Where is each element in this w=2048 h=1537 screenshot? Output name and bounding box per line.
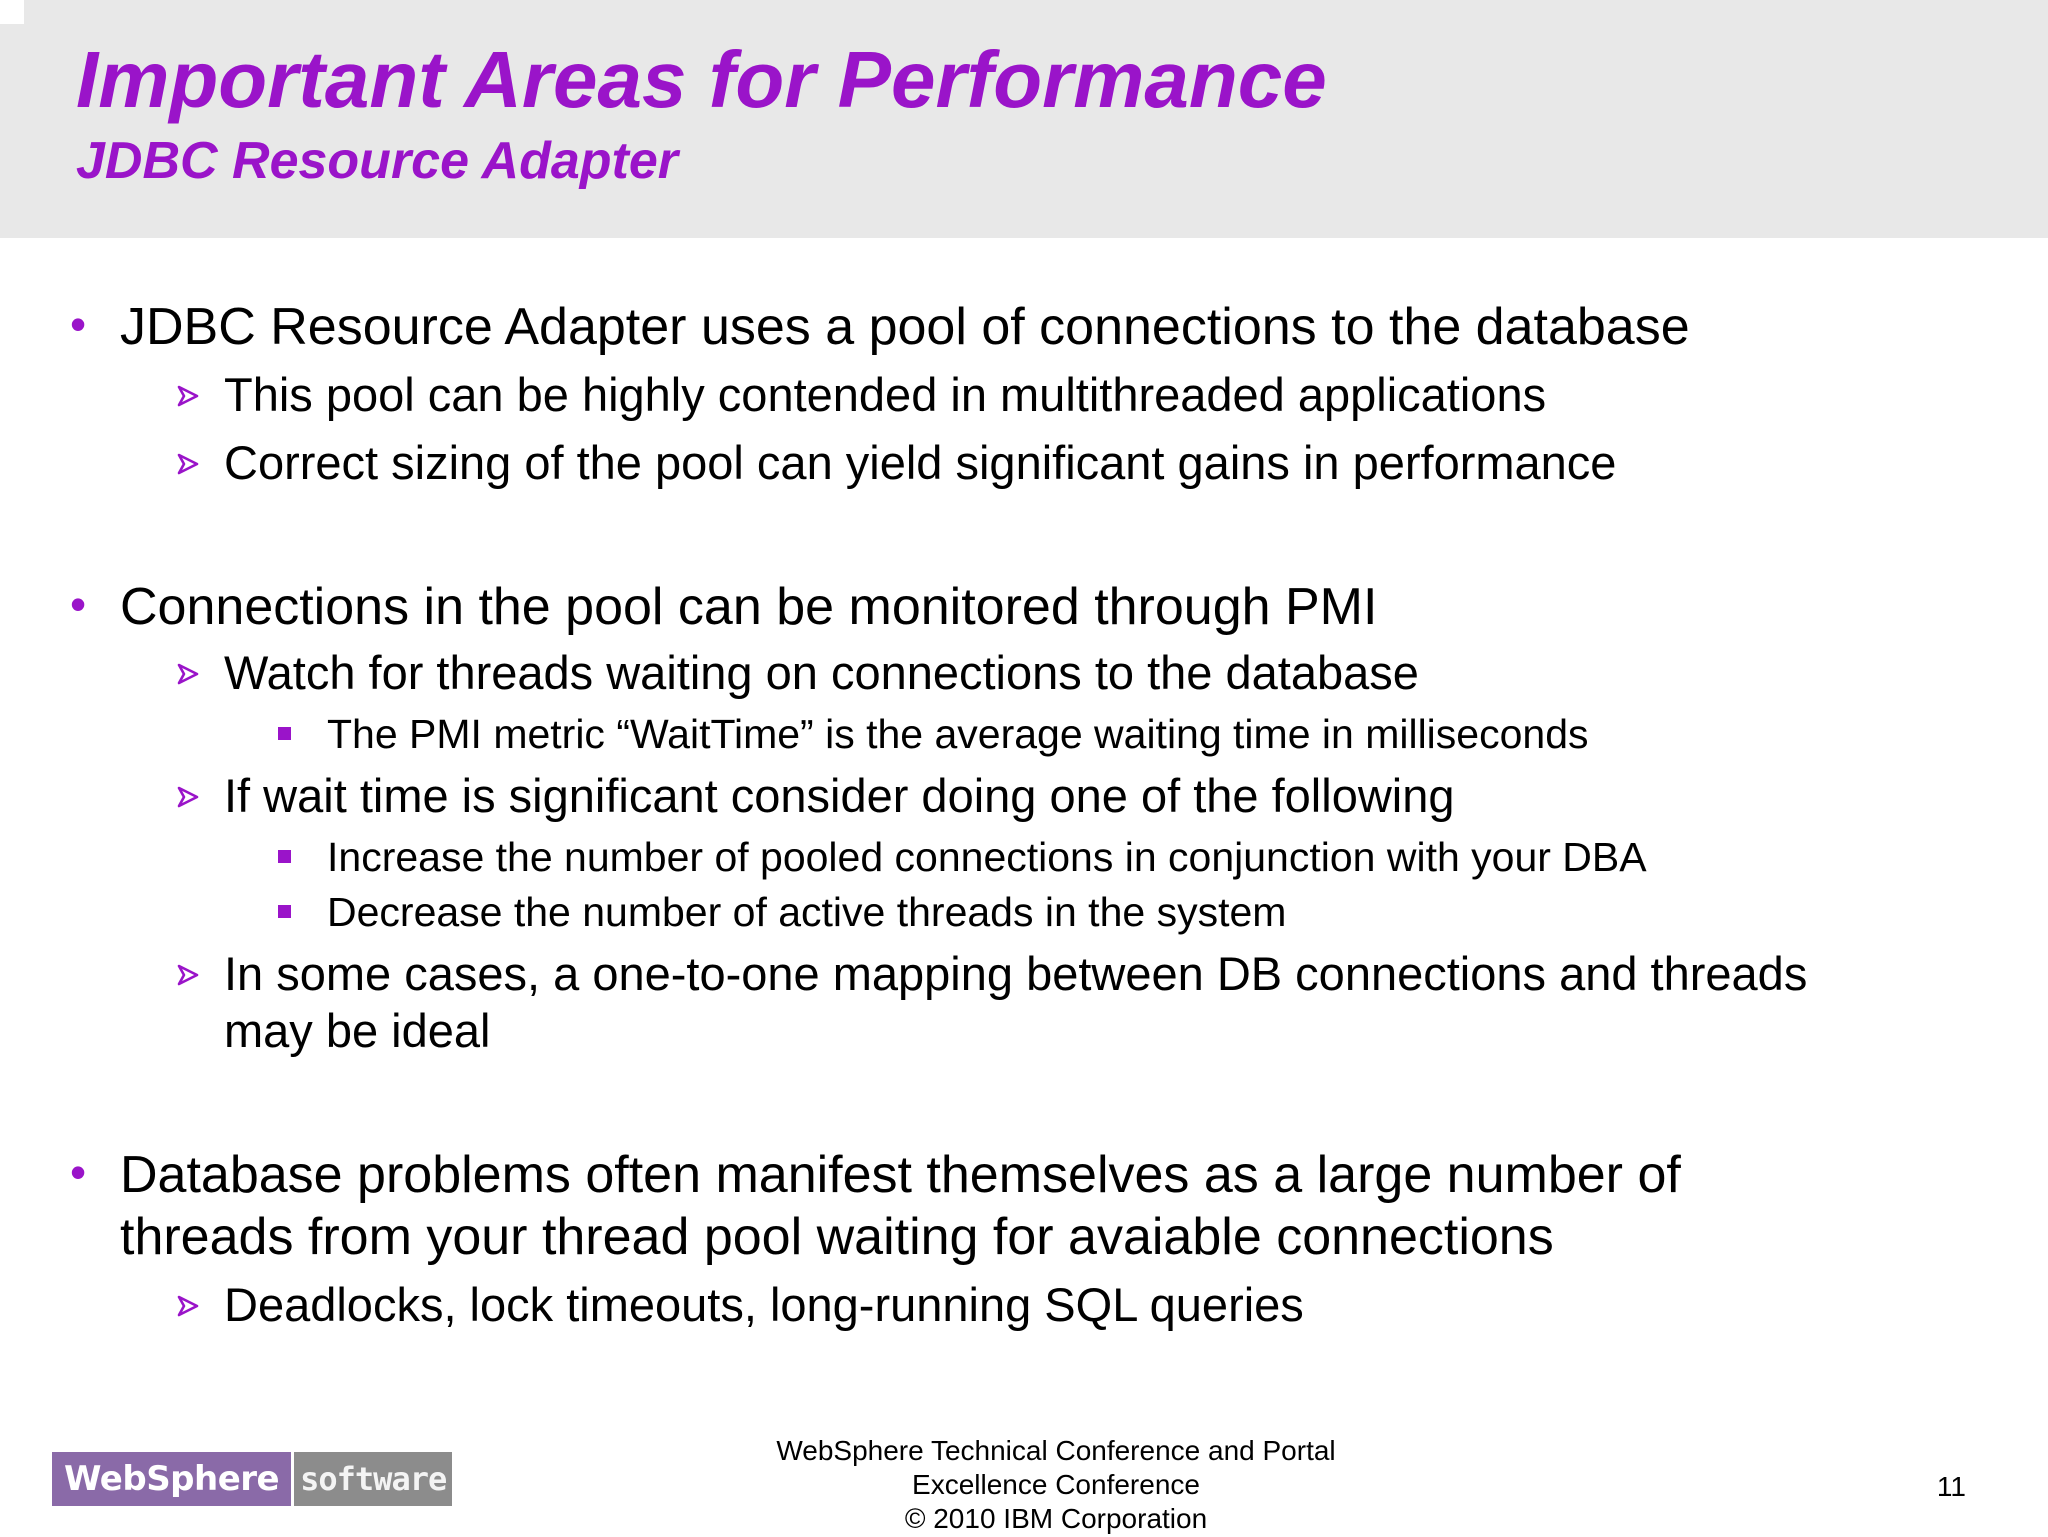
arrowhead-bullet-icon bbox=[176, 662, 200, 686]
round-bullet-icon: • bbox=[70, 1146, 87, 1198]
round-bullet-icon: • bbox=[70, 578, 87, 630]
arrowhead-bullet-icon bbox=[176, 452, 200, 476]
footer-conference-info bbox=[736, 1434, 1376, 1536]
square-bullet-icon bbox=[278, 727, 291, 740]
page-number: 11 bbox=[1936, 1471, 1966, 1502]
sub-sub-bullet-text: The PMI metric “WaitTime” is the average waiting time in milliseconds bbox=[327, 711, 1589, 757]
square-bullet-icon bbox=[278, 905, 291, 918]
arrowhead-bullet-icon bbox=[176, 384, 200, 408]
arrowhead-bullet-icon bbox=[176, 963, 200, 987]
arrowhead-bullet-icon bbox=[176, 1294, 200, 1318]
bullet-text: Database problems often manifest themselves as a large number of bbox=[120, 1146, 1681, 1204]
sub-bullet-text: Deadlocks, lock timeouts, long-running SQL queries bbox=[224, 1278, 1304, 1331]
sub-bullet-text: Watch for threads waiting on connections to the database bbox=[224, 646, 1419, 699]
square-bullet-icon bbox=[278, 850, 291, 863]
slide-subtitle: JDBC Resource Adapter bbox=[76, 132, 679, 190]
logo-software-text: software bbox=[294, 1452, 452, 1506]
sub-bullet-text: Correct sizing of the pool can yield significant gains in performance bbox=[224, 436, 1617, 489]
footer-copyright: © 2010 IBM Corporation bbox=[904, 1503, 1208, 1534]
sub-bullet-text-continued: may be ideal bbox=[224, 1004, 491, 1057]
footer-line-2: Excellence Conference bbox=[912, 1469, 1200, 1500]
footer-line-1: WebSphere Technical Conference and Portal bbox=[776, 1435, 1336, 1466]
bullet-text: JDBC Resource Adapter uses a pool of connections to the database bbox=[120, 298, 1690, 356]
websphere-software-logo bbox=[52, 1452, 452, 1506]
logo-websphere-text: WebSphere bbox=[52, 1452, 291, 1506]
round-bullet-icon: • bbox=[70, 298, 87, 350]
sub-sub-bullet-text: Decrease the number of active threads in the system bbox=[327, 889, 1287, 935]
sub-bullet-text: If wait time is significant consider doing one of the following bbox=[224, 769, 1455, 822]
sub-bullet-text: In some cases, a one-to-one mapping between DB connections and threads bbox=[224, 947, 1808, 1000]
slide-title: Important Areas for Performance bbox=[76, 35, 1327, 124]
bullet-text-continued: threads from your thread pool waiting for avaiable connections bbox=[120, 1208, 1554, 1266]
bullet-text: Connections in the pool can be monitored through PMI bbox=[120, 578, 1378, 636]
arrowhead-bullet-icon bbox=[176, 785, 200, 809]
sub-sub-bullet-text: Increase the number of pooled connections in conjunction with your DBA bbox=[327, 834, 1647, 880]
sub-bullet-text: This pool can be highly contended in multithreaded applications bbox=[224, 368, 1547, 421]
